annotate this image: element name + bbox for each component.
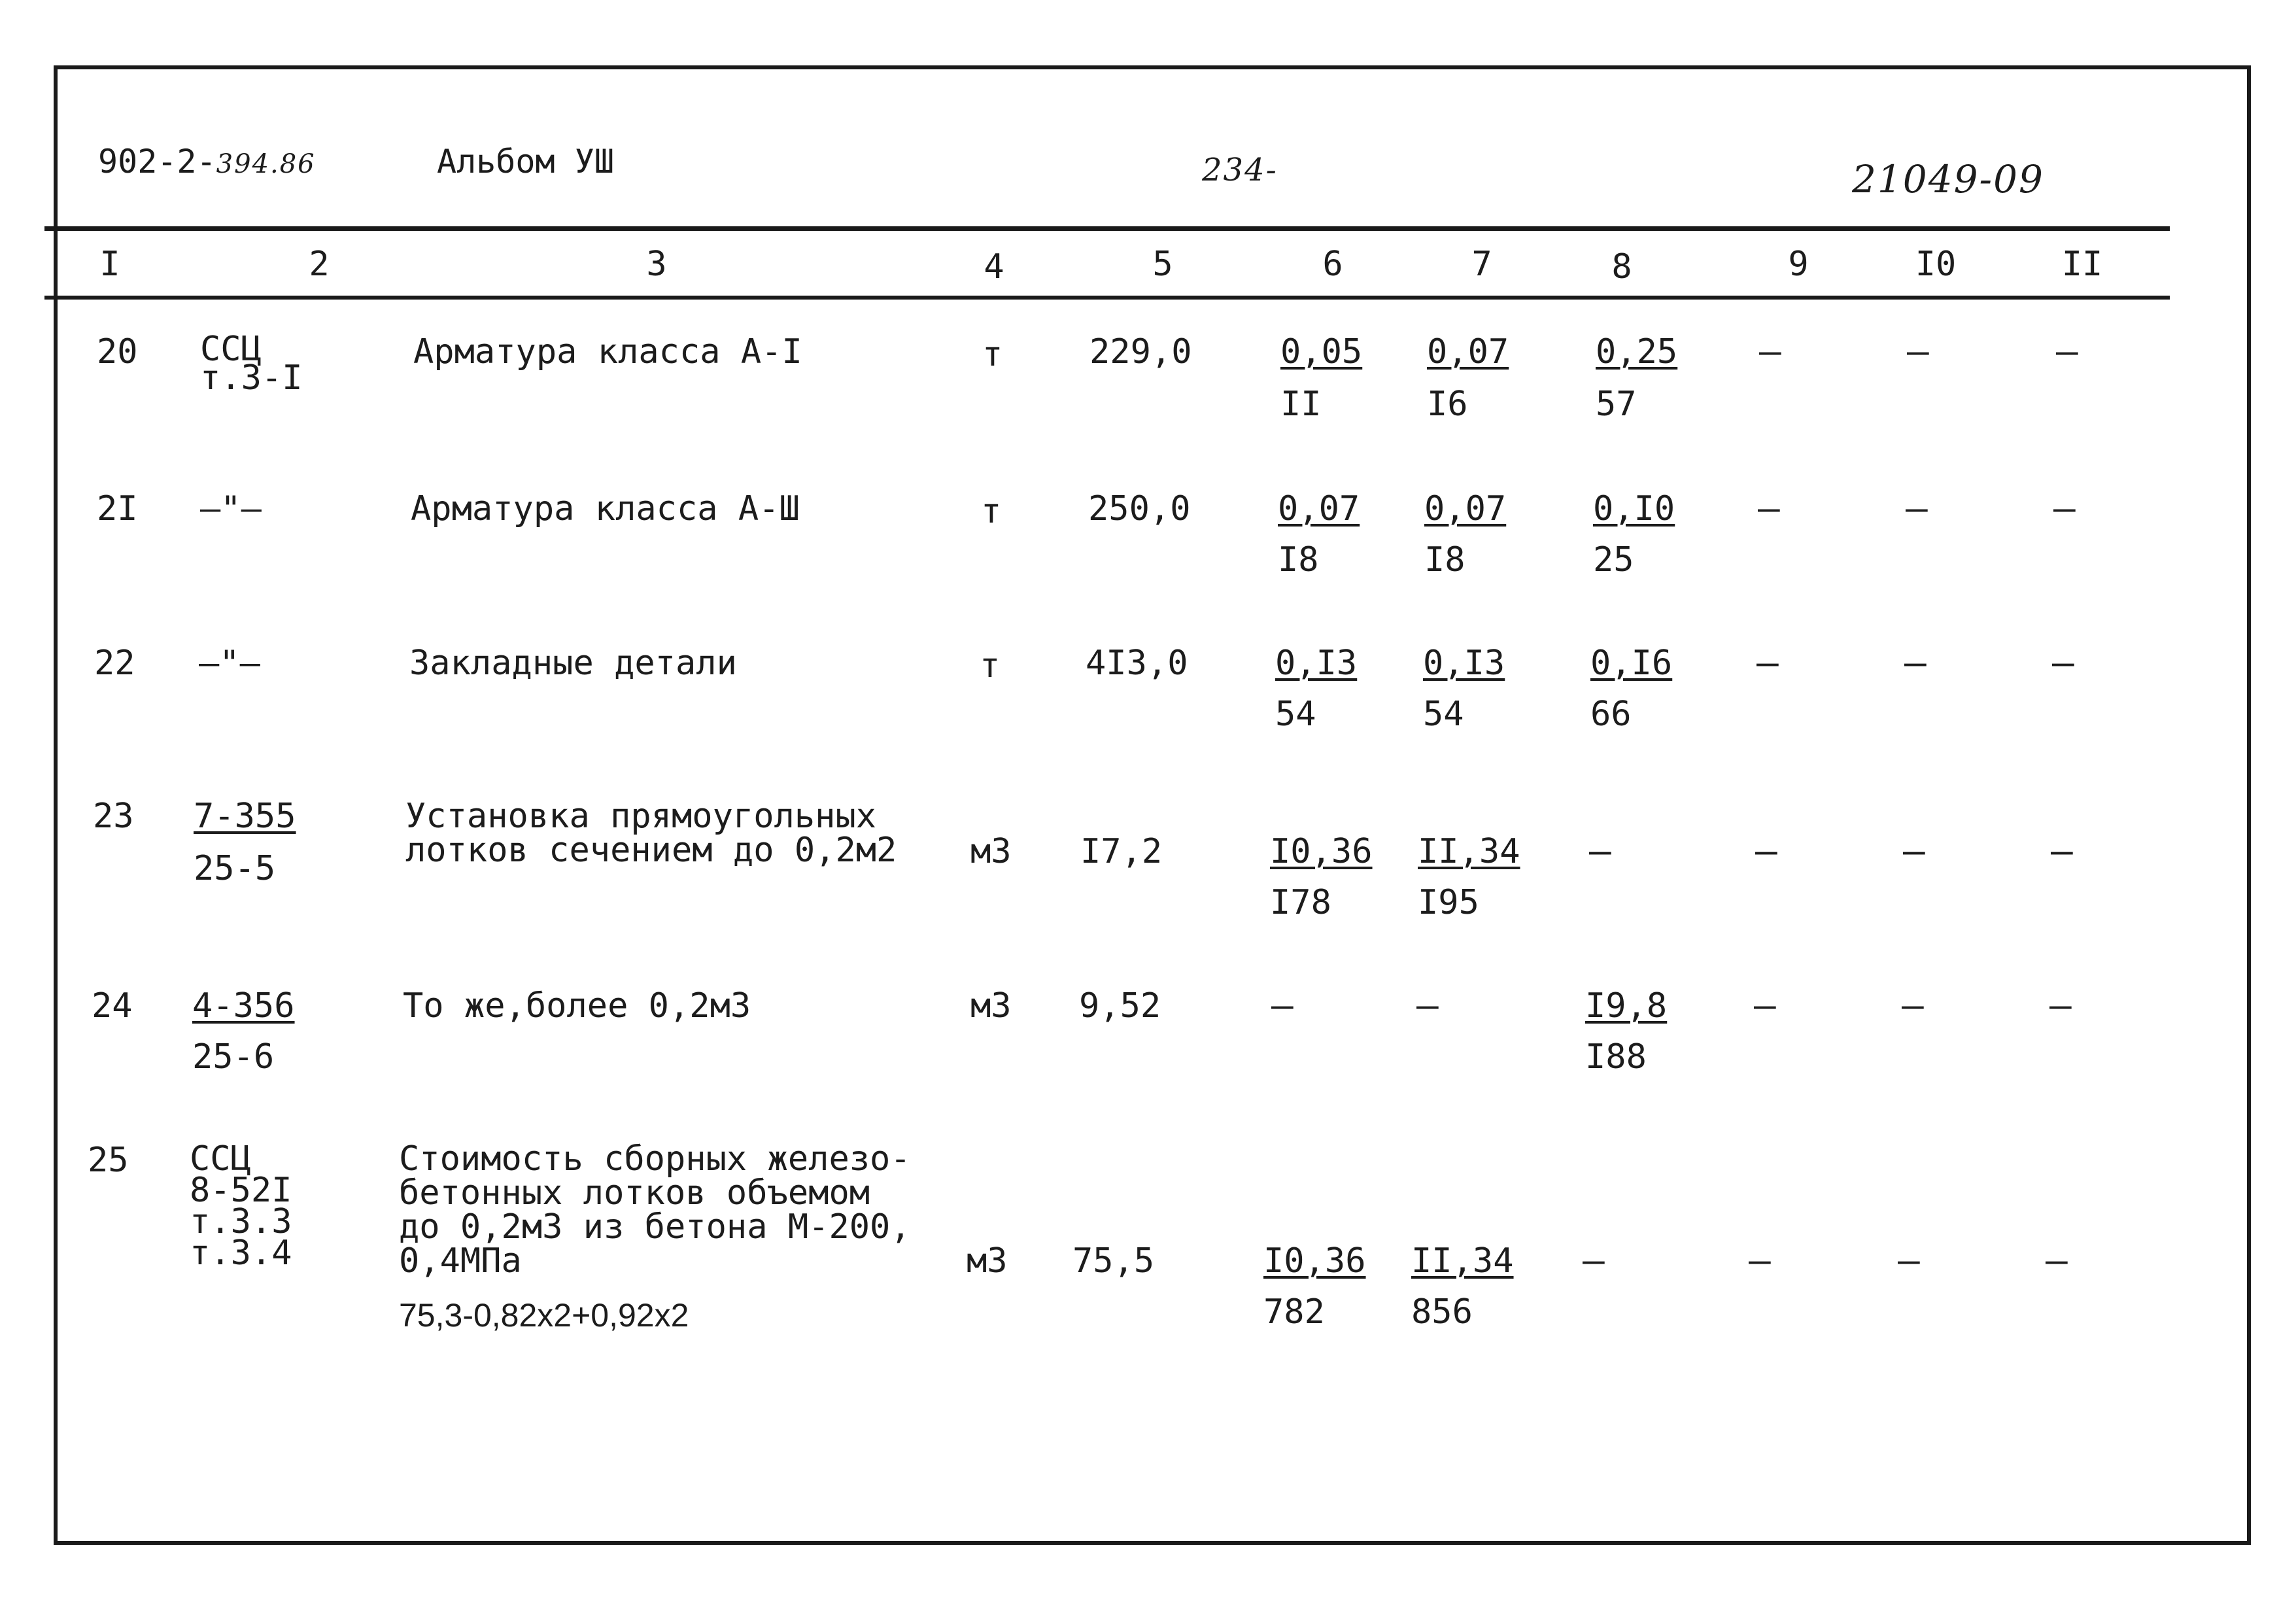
col8-value: –	[1589, 830, 1611, 872]
col10-value: –	[1904, 642, 1927, 684]
item-name: Арматура класса А-I	[413, 332, 802, 371]
item-name: Стоимость сборных железо- бетонных лотков объемом до 0,2м3 из бетона М-200, 0,4МПа	[399, 1139, 911, 1281]
unit: т	[981, 492, 1002, 531]
col6-top: 0,07	[1278, 489, 1360, 528]
document-number: 21049-09	[1852, 157, 2044, 201]
reference: ССЦ 8-52I т.3.3 т.3.4	[190, 1139, 292, 1273]
col8-value: –	[1583, 1239, 1605, 1282]
col8-top: I9,8	[1585, 986, 1668, 1026]
col6-top: I0,36	[1270, 832, 1373, 871]
quantity: I7,2	[1080, 832, 1163, 871]
col6-bottom: I8	[1278, 540, 1319, 579]
column-number-5: 5	[1152, 245, 1173, 284]
col8-top: 0,I6	[1590, 644, 1673, 683]
row-number: 25	[88, 1141, 129, 1180]
quantity: 250,0	[1088, 489, 1191, 528]
column-number-11: II	[2061, 245, 2103, 284]
col8-top: 0,25	[1596, 332, 1678, 371]
col7-top: 0,07	[1427, 332, 1509, 371]
col7-bottom: I6	[1427, 385, 1468, 424]
col7-value: –	[1416, 984, 1439, 1027]
col9-value: –	[1758, 487, 1780, 530]
column-number-9: 9	[1788, 245, 1809, 284]
item-name: То же,более 0,2м3	[403, 986, 751, 1026]
column-number-6: 6	[1322, 245, 1343, 284]
quantity: 229,0	[1089, 332, 1192, 371]
col10-value: –	[1898, 1239, 1920, 1282]
item-name: Закладные детали	[409, 644, 737, 683]
col9-value: –	[1755, 830, 1777, 872]
row-number: 23	[93, 797, 134, 836]
reference-bottom: 25-5	[194, 849, 276, 888]
col6-top: 0,I3	[1275, 644, 1358, 683]
column-number-1: I	[99, 245, 120, 284]
col9-value: –	[1754, 984, 1776, 1027]
header-rule-bottom	[44, 296, 2170, 300]
project-code-suffix: 394.86	[216, 149, 316, 179]
document-frame	[54, 65, 2251, 1545]
unit: м3	[967, 1241, 1008, 1281]
col8-bottom: I88	[1585, 1037, 1647, 1077]
row-number: 20	[97, 332, 138, 371]
project-code	[98, 143, 316, 181]
col11-value: –	[2056, 330, 2078, 373]
header-rule-top	[44, 226, 2170, 231]
col11-value: –	[2049, 984, 2072, 1027]
col10-value: –	[1902, 984, 1924, 1027]
quantity: 75,5	[1072, 1241, 1155, 1281]
reference: ССЦ т.3-I	[200, 330, 303, 398]
row-number: 24	[92, 986, 133, 1026]
album-label: Альбом УШ	[437, 143, 614, 181]
unit: м3	[970, 986, 1012, 1026]
col10-value: –	[1907, 330, 1929, 373]
col10-value: –	[1903, 830, 1925, 872]
col11-value: –	[2052, 642, 2074, 684]
col7-bottom: 54	[1423, 695, 1464, 734]
column-number-8: 8	[1611, 247, 1632, 286]
col7-bottom: I95	[1418, 883, 1479, 922]
row-number: 22	[94, 644, 135, 683]
col8-top: 0,I0	[1593, 489, 1675, 528]
column-number-2: 2	[309, 245, 330, 284]
reference-top: 7-355	[194, 797, 296, 836]
unit: т	[980, 646, 1001, 685]
reference-top: 4-356	[192, 986, 295, 1026]
col8-bottom: 57	[1596, 385, 1637, 424]
col11-value: –	[2046, 1239, 2068, 1282]
reference-bottom: 25-6	[192, 1037, 275, 1077]
unit: м3	[970, 832, 1012, 871]
quantity: 9,52	[1079, 986, 1161, 1026]
column-number-7: 7	[1471, 245, 1492, 284]
col11-value: –	[2051, 830, 2073, 872]
row-number: 2I	[97, 489, 138, 528]
quantity: 4I3,0	[1086, 644, 1188, 683]
col11-value: –	[2053, 487, 2076, 530]
project-code-prefix: 902-2-	[98, 143, 216, 181]
col7-bottom: 856	[1411, 1292, 1473, 1332]
col9-value: –	[1749, 1239, 1771, 1282]
col6-bottom: I78	[1270, 883, 1331, 922]
column-number-3: 3	[646, 245, 667, 284]
col8-bottom: 66	[1590, 695, 1632, 734]
item-name: Установка прямоугольных лотков сечением до 0,2м2	[405, 797, 897, 870]
col10-value: –	[1906, 487, 1928, 530]
col6-bottom: 782	[1263, 1292, 1325, 1332]
col7-bottom: I8	[1424, 540, 1465, 579]
column-number-4: 4	[984, 247, 1004, 286]
col9-value: –	[1756, 642, 1779, 684]
col9-value: –	[1759, 330, 1781, 373]
reference: –"–	[199, 644, 260, 683]
col6-value: –	[1271, 984, 1294, 1027]
col7-top: 0,I3	[1423, 644, 1505, 683]
reference: –"–	[200, 489, 262, 528]
item-name: Арматура класса А-Ш	[411, 489, 800, 528]
cost-formula: 75,3-0,82х2+0,92х2	[399, 1297, 689, 1334]
col8-bottom: 25	[1593, 540, 1634, 579]
col6-top: I0,36	[1263, 1241, 1366, 1281]
page-number: 234-	[1202, 152, 1278, 188]
column-number-10: I0	[1915, 245, 1957, 284]
col6-top: 0,05	[1280, 332, 1363, 371]
col7-top: II,34	[1411, 1241, 1514, 1281]
col6-bottom: 54	[1275, 695, 1316, 734]
col6-bottom: II	[1280, 385, 1322, 424]
unit: т	[982, 335, 1003, 374]
col7-top: II,34	[1418, 832, 1520, 871]
col7-top: 0,07	[1424, 489, 1507, 528]
